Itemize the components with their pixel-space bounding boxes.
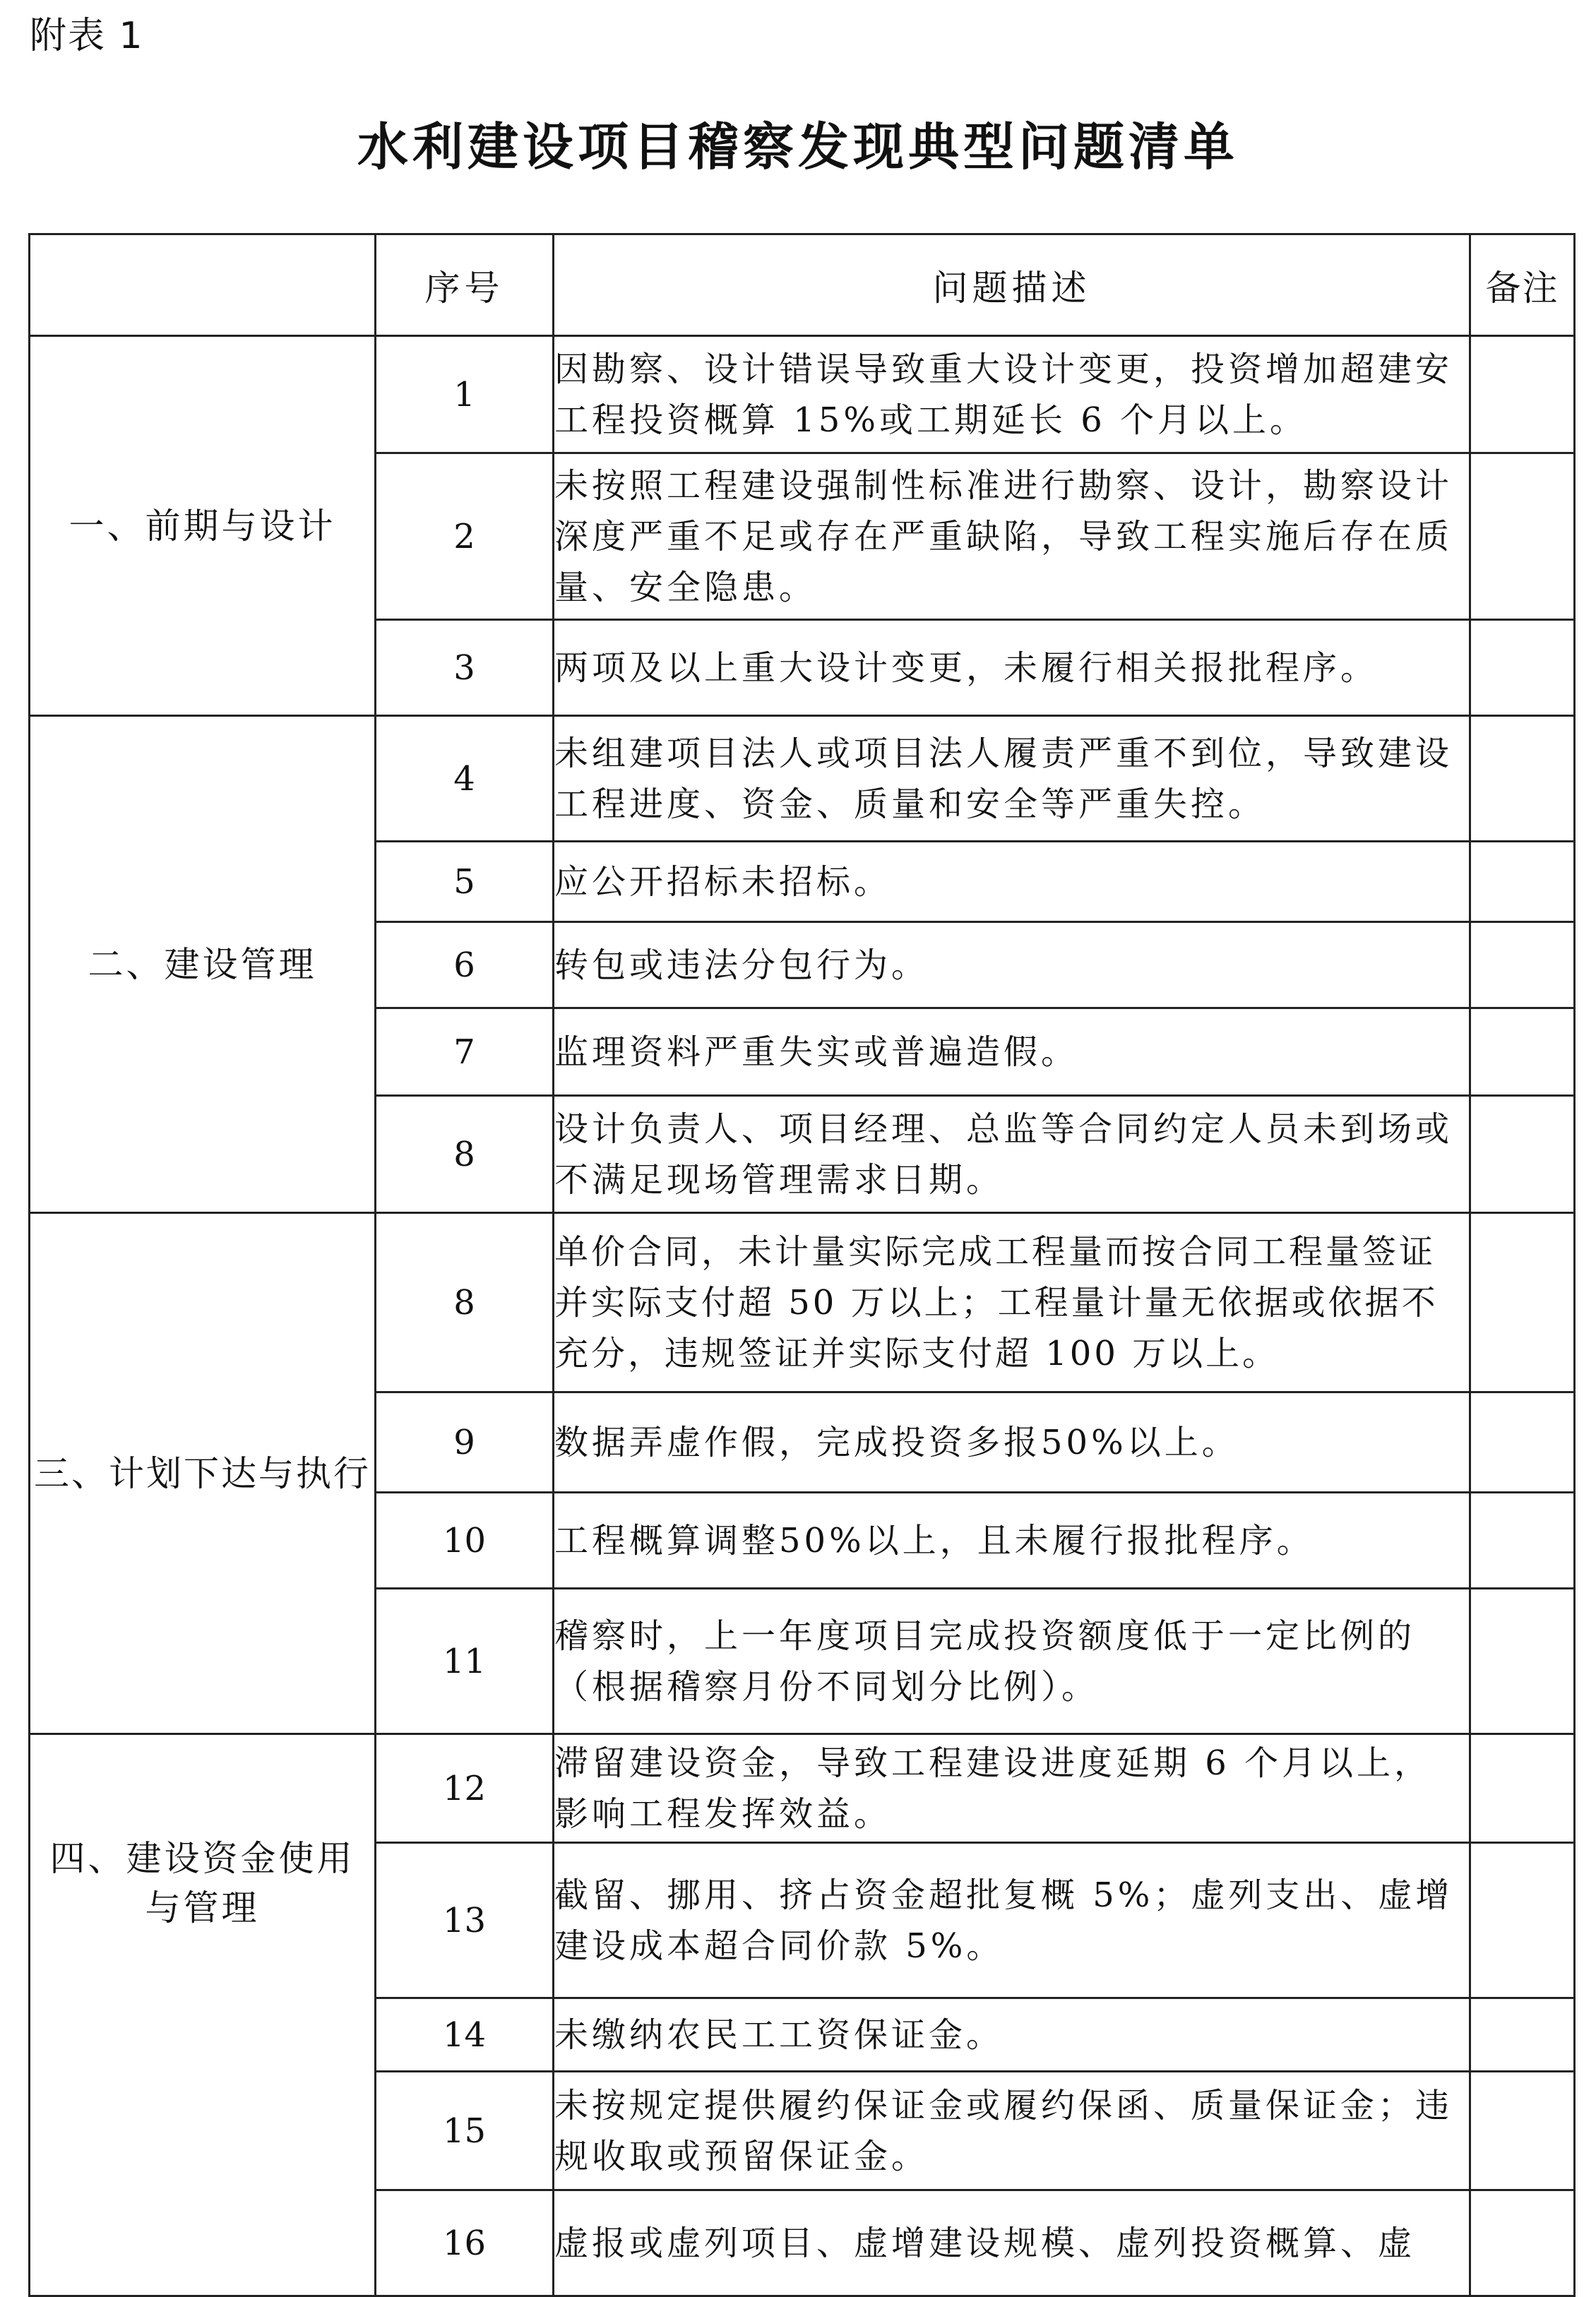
row-number: 12 xyxy=(376,1734,554,1843)
row-remark xyxy=(1470,842,1575,922)
row-remark xyxy=(1470,1998,1575,2072)
table-header-row xyxy=(30,234,1575,336)
category-cell: 一、前期与设计 xyxy=(30,336,376,716)
row-description: 设计负责人、项目经理、总监等合同约定人员未到场或不满足现场管理需求日期。 xyxy=(554,1096,1470,1213)
row-description: 截留、挪用、挤占资金超批复概 5%；虚列支出、虚增建设成本超合同价款 5%。 xyxy=(554,1843,1470,1998)
row-description: 未按照工程建设强制性标准进行勘察、设计，勘察设计深度严重不足或存在严重缺陷，导致工程实施后存在质量、安全隐患。 xyxy=(554,453,1470,620)
row-remark xyxy=(1470,1493,1575,1589)
row-description: 转包或违法分包行为。 xyxy=(554,922,1470,1008)
row-number: 9 xyxy=(376,1392,554,1493)
row-remark xyxy=(1470,1843,1575,1998)
row-number: 3 xyxy=(376,620,554,716)
row-remark xyxy=(1470,1008,1575,1096)
row-number: 10 xyxy=(376,1493,554,1589)
table-row xyxy=(30,1213,1575,1392)
page-title: 水利建设项目稽察发现典型问题清单 xyxy=(357,117,1239,177)
row-number: 4 xyxy=(376,716,554,842)
row-remark xyxy=(1470,922,1575,1008)
row-description: 工程概算调整50%以上，且未履行报批程序。 xyxy=(554,1493,1470,1589)
row-description: 稽察时，上一年度项目完成投资额度低于一定比例的（根据稽察月份不同划分比例）。 xyxy=(554,1589,1470,1734)
row-remark xyxy=(1470,716,1575,842)
table-row xyxy=(30,716,1575,842)
category-cell: 三、计划下达与执行 xyxy=(30,1213,376,1734)
row-remark xyxy=(1470,1589,1575,1734)
row-remark xyxy=(1470,1734,1575,1843)
row-description: 滞留建设资金，导致工程建设进度延期 6 个月以上，影响工程发挥效益。 xyxy=(554,1734,1470,1843)
row-number: 14 xyxy=(376,1998,554,2072)
header-number: 序号 xyxy=(376,234,554,336)
category-cell: 二、建设管理 xyxy=(30,716,376,1213)
row-remark xyxy=(1470,2072,1575,2190)
header-description: 问题描述 xyxy=(554,234,1470,336)
table-row xyxy=(30,336,1575,453)
row-number: 1 xyxy=(376,336,554,453)
row-remark xyxy=(1470,453,1575,620)
row-number: 6 xyxy=(376,922,554,1008)
row-remark xyxy=(1470,1096,1575,1213)
row-description: 虚报或虚列项目、虚增建设规模、虚列投资概算、虚 xyxy=(554,2190,1470,2296)
row-remark xyxy=(1470,2190,1575,2296)
row-remark xyxy=(1470,1213,1575,1392)
row-number: 2 xyxy=(376,453,554,620)
row-description: 未组建项目法人或项目法人履责严重不到位，导致建设工程进度、资金、质量和安全等严重失控。 xyxy=(554,716,1470,842)
row-description: 单价合同，未计量实际完成工程量而按合同工程量签证并实际支付超 50 万以上；工程量计量无依据或依据不充分，违规签证并实际支付超 100 万以上。 xyxy=(554,1213,1470,1392)
row-remark xyxy=(1470,336,1575,453)
header-category xyxy=(30,234,376,336)
row-number: 8 xyxy=(376,1213,554,1392)
row-description: 因勘察、设计错误导致重大设计变更，投资增加超建安工程投资概算 15%或工期延长 6 个月以上。 xyxy=(554,336,1470,453)
row-number: 16 xyxy=(376,2190,554,2296)
row-number: 13 xyxy=(376,1843,554,1998)
row-description: 监理资料严重失实或普遍造假。 xyxy=(554,1008,1470,1096)
row-number: 8 xyxy=(376,1096,554,1213)
problem-table xyxy=(28,233,1576,2297)
attachment-label: 附表 1 xyxy=(30,15,144,57)
row-number: 5 xyxy=(376,842,554,922)
row-description: 未缴纳农民工工资保证金。 xyxy=(554,1998,1470,2072)
row-remark xyxy=(1470,620,1575,716)
row-description: 数据弄虚作假，完成投资多报50%以上。 xyxy=(554,1392,1470,1493)
row-number: 7 xyxy=(376,1008,554,1096)
row-remark xyxy=(1470,1392,1575,1493)
row-number: 11 xyxy=(376,1589,554,1734)
row-description: 两项及以上重大设计变更，未履行相关报批程序。 xyxy=(554,620,1470,716)
row-description: 应公开招标未招标。 xyxy=(554,842,1470,922)
row-number: 15 xyxy=(376,2072,554,2190)
row-description: 未按规定提供履约保证金或履约保函、质量保证金；违规收取或预留保证金。 xyxy=(554,2072,1470,2190)
header-remark: 备注 xyxy=(1470,234,1575,336)
category-cell: 四、建设资金使用与管理 xyxy=(30,1734,376,2296)
table-row xyxy=(30,1734,1575,1843)
